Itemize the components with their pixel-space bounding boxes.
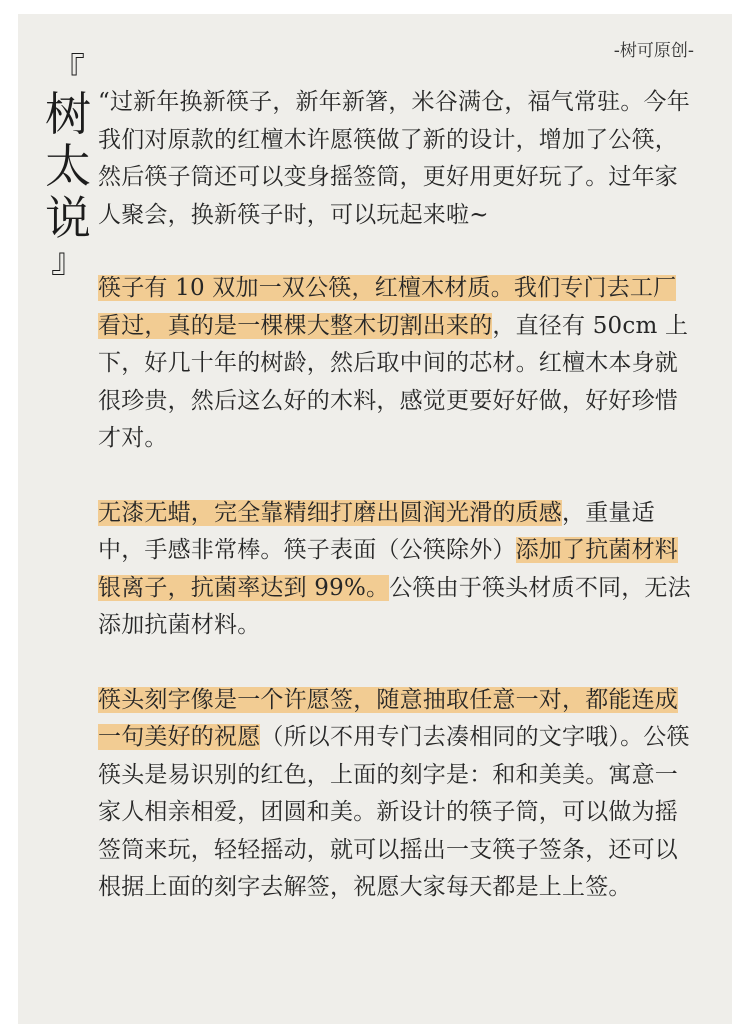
material-paragraph <box>98 270 698 458</box>
brand-close-mark: 』 <box>51 241 85 281</box>
engraving-paragraph <box>98 682 698 907</box>
brand-char-1: 树 <box>45 87 91 141</box>
intro-paragraph <box>98 84 698 234</box>
highlighted-text: 添加了抗菌材料银离子，抗菌率达到 99%。 <box>98 537 679 601</box>
article-page <box>18 14 732 1024</box>
paragraph-text: （所以不用专门去凑相同的文字哦）。公筷筷头是易识别的红色，上面的刻字是：和和美美。寓意一家人相亲相爱，团圆和美。新设计的筷子筒，可以做为摇签筒来玩，轻轻摇动，就可以摇出一支筷子签条，还可以根据上面的刻字去解签，祝愿大家每天都是上上签。 <box>98 724 690 900</box>
signature-label: -树可原创- <box>613 41 694 61</box>
brand-vertical-title <box>38 51 98 281</box>
paragraph-text: ，重量适中，手感非常棒。筷子表面（公筷除外） <box>98 499 655 563</box>
highlighted-text: 筷子有 10 双加一双公筷，红檀木材质。我们专门去工厂看过，真的是一棵棵大整木切割出来的 <box>98 275 677 339</box>
brand-char-3: 说 <box>45 191 91 245</box>
brand-char-2: 太 <box>45 139 91 193</box>
highlighted-text: 无漆无蜡，完全靠精细打磨出圆润光滑的质感 <box>98 499 562 526</box>
brand-open-mark: 『 <box>51 51 85 91</box>
finish-paragraph <box>98 495 698 645</box>
article-body <box>98 84 698 944</box>
paragraph-text: “过新年换新筷子，新年新箸，米谷满仓，福气常驻。今年我们对原款的红檀木许愿筷做了新的设计，增加了公筷，然后筷子筒还可以变身摇签筒，更好用更好玩了。过年家人聚会，换新筷子时，可以玩起来啦~ <box>98 89 690 228</box>
paragraph-text: 公筷由于筷头材质不同，无法添加抗菌材料。 <box>98 574 691 638</box>
paragraph-text: ，直径有 50cm 上下，好几十年的树龄，然后取中间的芯材。红檀木本身就很珍贵，然后这么好的木料，感觉更要好好做，好好珍惜才对。 <box>98 312 689 451</box>
highlighted-text: 筷头刻字像是一个许愿签，随意抽取任意一对，都能连成一句美好的祝愿 <box>98 686 678 750</box>
